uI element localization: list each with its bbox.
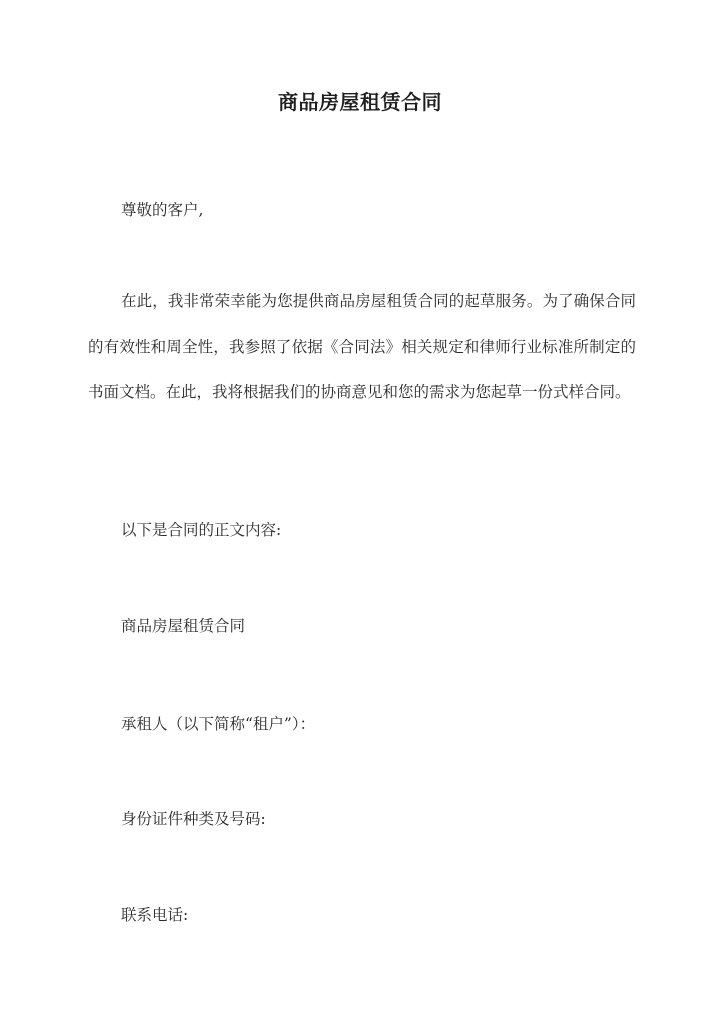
id-document-label: 身份证件种类及号码: — [121, 810, 266, 828]
document-title: 商品房屋租赁合同 — [278, 90, 442, 114]
intro-paragraph: 在此，我非常荣幸能为您提供商品房屋租赁合同的起草服务。为了确保合同的有效性和周全性，我参照了依据《合同法》相关规定和律师行业标准所制定的书面文档。在此，我将根据我们的协商意见和您的需求为您起草一份式样合同。 — [88, 292, 636, 401]
lead-in-text: 以下是合同的正文内容: — [121, 521, 282, 539]
tenant-label: 承租人（以下简称“租户”）： — [121, 715, 316, 733]
greeting-text: 尊敬的客户, — [121, 201, 204, 219]
phone-label: 联系电话: — [121, 906, 189, 924]
contract-heading: 商品房屋租赁合同 — [121, 617, 246, 635]
